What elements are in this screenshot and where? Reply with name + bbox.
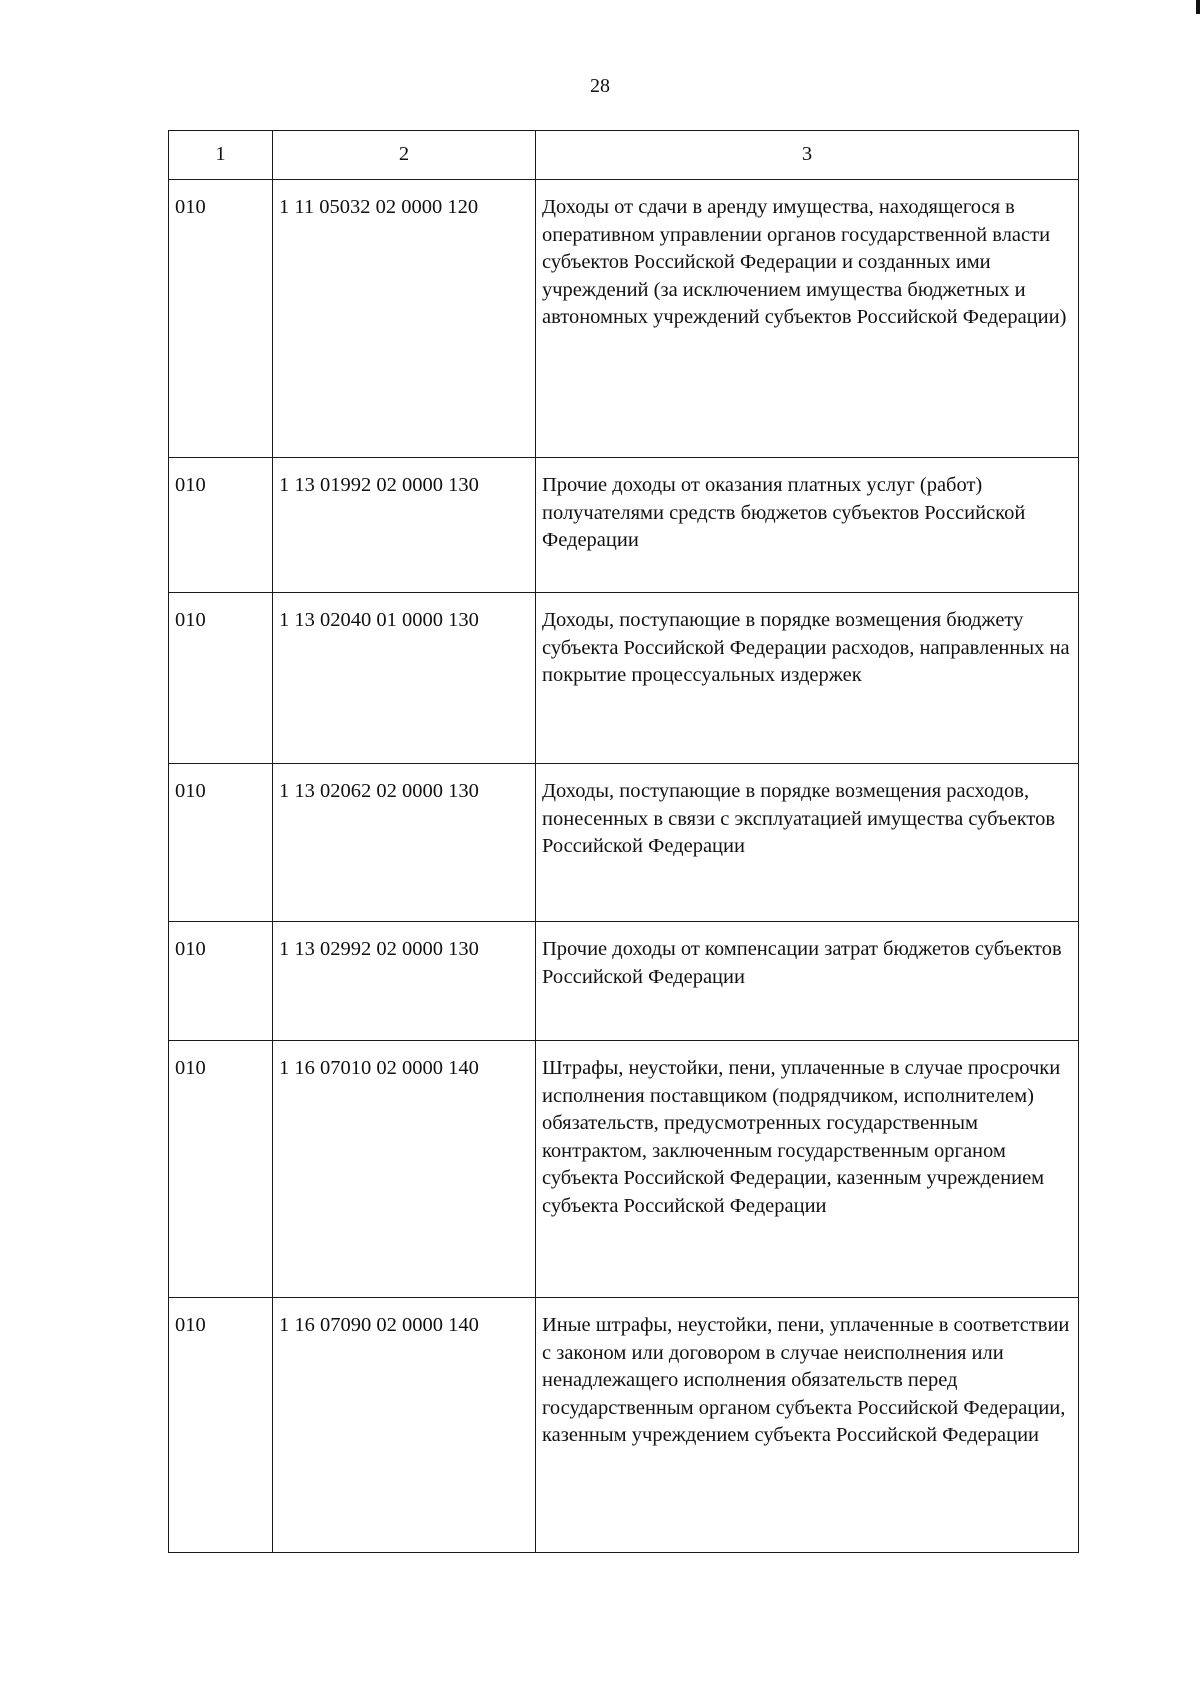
admin-code-cell: 010: [169, 1041, 273, 1298]
column-header-2: 2: [273, 131, 536, 180]
revenue-codes-table: [168, 130, 1079, 1553]
admin-code-cell: 010: [169, 1298, 273, 1553]
admin-code-cell: 010: [169, 593, 273, 764]
table-header-row: [169, 131, 1079, 180]
column-header-3: 3: [536, 131, 1079, 180]
admin-code-cell: 010: [169, 922, 273, 1041]
description-cell: Иные штрафы, неустойки, пени, уплаченные в соответствии с законом или договором в случае неисполнения или ненадлежащего исполнения обязательств перед государственным органом субъекта Российской Федерации, казенным учреждением субъекта Российской Федерации: [536, 1298, 1079, 1553]
column-header-1: 1: [169, 131, 273, 180]
budget-code-cell: 1 16 07090 02 0000 140: [273, 1298, 536, 1553]
table-row: [169, 593, 1079, 764]
description-cell: Прочие доходы от компенсации затрат бюджетов субъектов Российской Федерации: [536, 922, 1079, 1041]
scan-edge-mark: [1196, 0, 1200, 14]
budget-code-cell: 1 13 02992 02 0000 130: [273, 922, 536, 1041]
table-row: [169, 180, 1079, 458]
budget-code-cell: 1 16 07010 02 0000 140: [273, 1041, 536, 1298]
description-cell: Доходы, поступающие в порядке возмещения бюджету субъекта Российской Федерации расходов, направленных на покрытие процессуальных издержек: [536, 593, 1079, 764]
table-row: [169, 764, 1079, 922]
budget-code-cell: 1 13 02062 02 0000 130: [273, 764, 536, 922]
admin-code-cell: 010: [169, 180, 273, 458]
table-row: [169, 1041, 1079, 1298]
admin-code-cell: 010: [169, 458, 273, 593]
admin-code-cell: 010: [169, 764, 273, 922]
table-row: [169, 458, 1079, 593]
description-cell: Доходы, поступающие в порядке возмещения расходов, понесенных в связи с эксплуатацией имущества субъектов Российской Федерации: [536, 764, 1079, 922]
table-row: [169, 1298, 1079, 1553]
description-cell: Прочие доходы от оказания платных услуг (работ) получателями средств бюджетов субъектов Российской Федерации: [536, 458, 1079, 593]
table-row: [169, 922, 1079, 1041]
page-number: 28: [590, 75, 610, 97]
budget-code-cell: 1 13 01992 02 0000 130: [273, 458, 536, 593]
budget-code-cell: 1 11 05032 02 0000 120: [273, 180, 536, 458]
description-cell: Доходы от сдачи в аренду имущества, находящегося в оперативном управлении органов государственной власти субъектов Российской Федерации и созданных ими учреждений (за исключением имущества бюджетных и автономных учреждений субъектов Российской Федерации): [536, 180, 1079, 458]
description-cell: Штрафы, неустойки, пени, уплаченные в случае просрочки исполнения поставщиком (подрядчиком, исполнителем) обязательств, предусмотренных государственным контрактом, заключенным государственным органом субъекта Российской Федерации, казенным учреждением субъекта Российской Федерации: [536, 1041, 1079, 1298]
budget-code-cell: 1 13 02040 01 0000 130: [273, 593, 536, 764]
